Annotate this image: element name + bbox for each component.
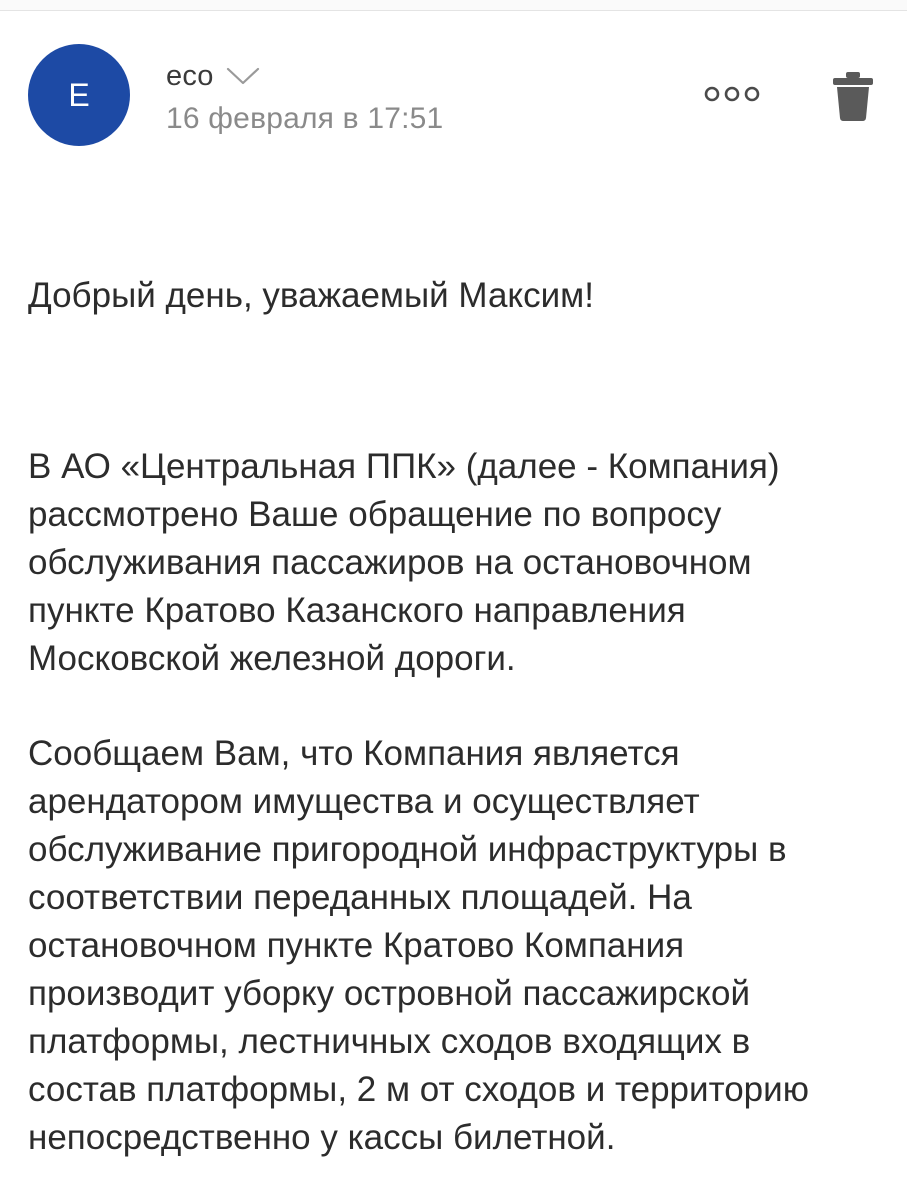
paragraph-line: Сообщаем Вам, что Компания является (28, 734, 680, 773)
avatar-letter: E (68, 76, 90, 113)
paragraph-line: соответствии переданных площадей. На (28, 878, 692, 917)
sender-avatar[interactable] (28, 44, 130, 146)
paragraph-line: Московской железной дороги. (28, 639, 516, 678)
greeting-text (28, 272, 888, 320)
delete-button[interactable] (826, 68, 880, 124)
paragraph-line: арендатором имущества и осуществляет (28, 782, 700, 821)
sender-name: eco (166, 59, 214, 92)
paragraph-1 (28, 443, 888, 683)
trash-icon (831, 70, 875, 122)
chevron-down-icon[interactable] (226, 66, 260, 86)
sender-row[interactable] (166, 56, 260, 96)
greeting-line: Добрый день, уважаемый Максим! (28, 276, 594, 315)
message-date: 16 февраля в 17:51 (166, 102, 444, 135)
paragraph-line: В АО «Центральная ППК» (далее - Компания) (28, 447, 780, 486)
paragraph-line: состав платформы, 2 м от сходов и территорию (28, 1070, 809, 1109)
paragraph-line: платформы, лестничных сходов входящих в (28, 1022, 751, 1061)
paragraph-line: обслуживание пригородной инфраструктуры в (28, 830, 787, 869)
more-options-button[interactable] (700, 80, 764, 108)
paragraph-line: остановочном пункте Кратово Компания (28, 926, 685, 965)
paragraph-line: рассмотрено Ваше обращение по вопросу (28, 495, 722, 534)
paragraph-line: производит уборку островной пассажирской (28, 974, 751, 1013)
paragraph-2 (28, 730, 888, 1162)
paragraph-line: непосредственно у кассы билетной. (28, 1118, 616, 1157)
more-options-icon (700, 84, 764, 104)
message-header (0, 0, 907, 170)
paragraph-line: пункте Кратово Казанского направления (28, 591, 686, 630)
paragraph-line: обслуживания пассажиров на остановочном (28, 543, 752, 582)
